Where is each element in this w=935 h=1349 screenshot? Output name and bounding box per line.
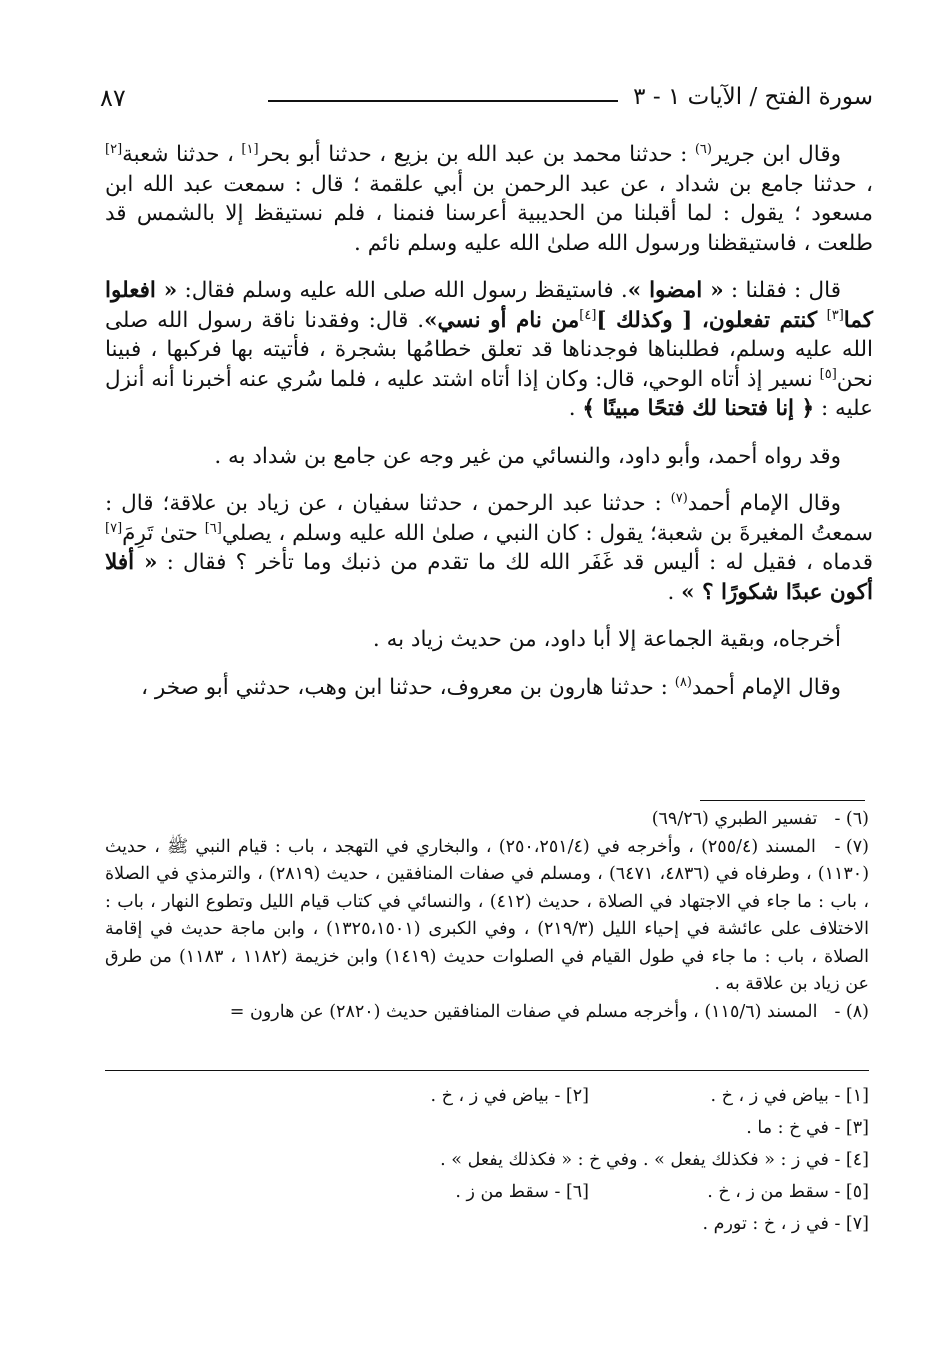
paragraph [105,489,873,607]
page-number: ٨٧ [100,84,126,112]
text-run: وقال الإمام أحمد [687,491,841,516]
text-run: وقال ابن جرير [711,142,841,167]
paragraph [105,276,873,424]
text-run: أخرجاه، وبقية الجماعة إلا أبا داود، من حديث زياد به . [372,627,841,652]
quoted-text: « أفلا أكون عبدًا شكورًا ؟ » [105,550,873,605]
footnotes [105,806,869,1026]
reference-marker: (٨) [674,674,692,690]
text-run: ، حدثنا جامع بن شداد ، عن عبد الرحمن بن أبي علقمة ؛ قال : سمعت عبد الله ابن مسعود ؛ يقول : لما أقبلنا من الحديبية أعرسنا فنمنا ، فلم نستيقظ إلا بالشمس قد طلعت ، فاستيقظنا ورسول الله صلىٰ الله عليه وسلم نائم . [105,171,873,256]
footnote-number: (٨) - [834,1001,869,1022]
variant-note: [٢] - بياض في ز ، خ . [430,1086,589,1106]
reference-marker: [٢] [105,141,123,157]
variant-note: [٤] - في ز : « فكذلك يفعل » . وفي خ : « فكذلك يفعل » . [440,1150,869,1170]
reference-marker: (٧) [670,490,688,506]
reference-marker: [٣] [826,307,844,323]
quoted-text: « افعلوا كما [105,278,873,333]
variant-row [105,1144,869,1176]
variant-row [105,1176,869,1208]
quoted-text: من نام أو نسي» [424,307,580,333]
reference-marker: [٤] [579,307,597,323]
variant-note: [١] - بياض في ز ، خ . [710,1086,869,1106]
text-run: : حدثنا محمد بن عبد الله بن بزيع ، حدثنا أبو بحر [258,142,695,167]
variant-row [105,1080,869,1112]
paragraph [105,673,873,703]
quoted-text: « امضوا » [627,278,724,303]
text-run: : حدثنا عبد الرحمن ، حدثنا سفيان ، عن زياد بن علاقة؛ قال : سمعتُ المغيرةَ بن شعبة؛ يقول : كان النبي ، صلىٰ الله عليه وسلم ، يصلي [105,491,873,546]
text-run: . [667,579,682,605]
page-header [100,80,873,120]
text-run: حتىٰ تَرِمَ [122,520,205,546]
text-run: . [568,396,583,421]
footnote [105,999,869,1027]
text-run: قدماه ، فقيل له : أليس قد غَفَر الله لك ما تقدم من ذنبك وما تأخر ؟ فقال : [157,550,873,575]
footnote [105,834,869,999]
paragraph [105,625,873,655]
paragraph [105,442,873,472]
reference-marker: [٦] [204,520,222,536]
text-run: وقال الإمام أحمد [691,674,841,700]
variant-note: [٧] - في ز ، خ : تورم . [702,1214,869,1234]
main-text [105,140,873,720]
variant-row [105,1208,869,1240]
quoted-text: كنتم تفعلون، [ وكذلك ] [596,307,827,333]
running-title: سورة الفتح / الآيات ١ - ٣ [633,84,873,110]
footnote-number: (٧) - [834,836,869,857]
footnote-text: تفسير الطبري (٦٩/٢٦) [651,809,823,829]
variant-note: [٥] - سقط من ز ، خ . [707,1182,869,1202]
paragraph [105,140,873,258]
variants-separator [105,1070,869,1071]
variant-note: [٣] - في خ : ما . [746,1118,869,1138]
footnote-text: المسند (١١٥/٦) ، وأخرجه مسلم في صفات المنافقين حديث (٢٨٢٠) عن هارون = [229,1001,823,1022]
variant-row [105,1112,869,1144]
text-run: قال : فقلنا : [723,278,841,303]
reference-marker: [٥] [819,366,837,382]
header-rule [268,100,618,102]
reference-marker: [١] [241,141,259,157]
footnote [105,806,869,834]
footnote-separator [700,800,865,801]
reference-marker: [٧] [105,520,123,536]
text-run: : حدثنا هارون بن معروف، حدثنا ابن وهب، حدثني أبو صخر ، [141,674,675,700]
text-run: نسير إذ أتاه الوحي، قال: وكان إذا أتاه اشتد عليه ، فلما سُري عنه أخبرنا أنه أنزل عليه : [105,366,873,421]
manuscript-variants [105,1080,869,1240]
text-run: . فاستيقظ رسول الله صلى الله عليه وسلم فقال: [177,278,628,303]
footnote-number: (٦) - [834,809,869,829]
reference-marker: (٦) [694,141,712,157]
text-run: ، حدثنا شعبة [122,142,242,167]
footnote-text: المسند (٢٥٥/٤) ، وأخرجه في (٢٥٠،٢٥١/٤) ، والبخاري في التهجد ، باب : قيام النبي ﷺ ، حديث (١١٣٠) ، وطرفاه في (٤٨٣٦، ٦٤٧١) ، ومسلم في صفات المنافقين ، حديث (٢٨١٩) ، والترمذي في الصلاة ، باب : ما جاء في الاجتهاد في الصلاة ، حديث (٤١٢) ، والنسائي في كتاب قيام الليل وتطوع النهار ، باب : الاختلاف على عائشة في إحياء الليل (٢١٩/٣) ، وفي الكبرى (١٣٢٥،١٥٠١) ، وابن ماجة حديث في إقامة الصلاة ، باب : ما جاء في طول القيام في الصلوات حديث (١٤١٩) وابن خزيمة (١١٨٢ ، ١١٨٣) من طرق عن زياد بن علاقة به . [105,836,870,994]
quoted-text: ﴿ إنا فتحنا لك فتحًا مبينًا ﴾ [582,396,815,421]
text-run: وقد رواه أحمد، وأبو داود، والنسائي من غير وجه عن جامع بن شداد به . [214,443,841,469]
text-run: . قال: وفقدنا ناقة رسول الله صلى الله عليه وسلم، فطلبناها فوجدناها قد تعلق خطامُها بشجرة ، فأتيته بها فركبها ، فبينا نحن [105,307,873,392]
variant-note: [٦] - سقط من ز . [455,1182,589,1202]
